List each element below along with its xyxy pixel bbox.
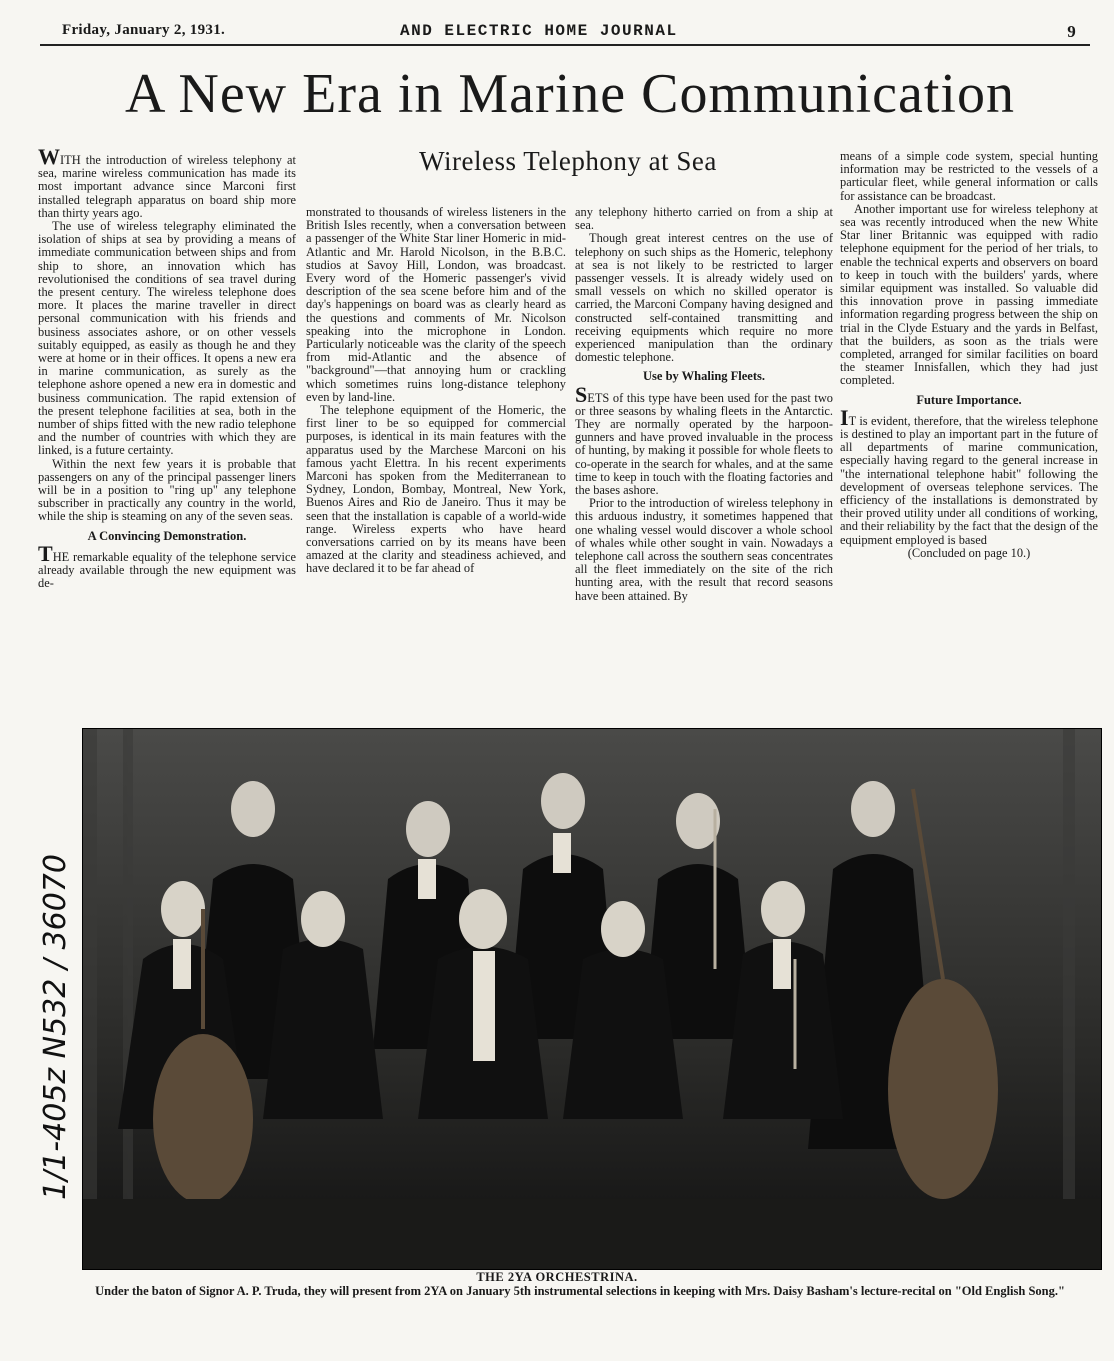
drop-cap: T [38, 540, 53, 566]
header-date: Friday, January 2, 1931. [62, 22, 226, 38]
paragraph-text: HE remarkable equality of the telephone service already available through the new equipment was de- [38, 549, 296, 591]
orchestra-photograph [82, 728, 1102, 1270]
photo-illustration [83, 729, 1101, 1269]
margin-note-text: 1/1-405z N532 / 36070 [38, 854, 73, 1200]
paragraph-text: ITH the introduction of wireless telephony at sea, marine wireless communication has made its most important advance since Marconi first installed telegraph apparatus on board ship more than thirty years ago. [38, 153, 296, 220]
article-column-4 [840, 150, 1098, 710]
drop-cap: W [38, 144, 60, 169]
paragraph [38, 144, 296, 220]
page-header [40, 18, 1090, 46]
paragraph: The use of wireless telegraphy eliminated the isolation of ships at sea by providing a means of immediate communication between ships and from ship to shore, an innovation which has revolutionised the conditions of sea travel during the present century. The wireless telephone does more. It places the marine traveller in direct personal communication with his friends and business associates ashore, or on other vessels suitably equipped, as easily as though he and they were at home or in their offices. It opens a new era in marine communication, as surely as the telephone ashore opened a new era in domestic and business communication. The rapid extension of the present telephone facilities at sea, both in the number of ships fitted with the new radio telephone and the number of countries with which they are linked, is a future certainty. [38, 219, 296, 458]
paragraph: any telephony hitherto carried on from a ship at sea. [575, 205, 833, 233]
drop-cap: I [840, 404, 849, 430]
article-column-3 [575, 206, 833, 716]
paragraph: Within the next few years it is probable that passengers on any of the principal passenger liners will be in a position to "ring up" any telephone subscriber in practically any country in the world, while the ship is steaming on any of the seven seas. [38, 456, 296, 524]
section-heading: A Convincing Demonstration. [87, 528, 247, 543]
paragraph: Another important use for wireless telephony at sea was recently introduced when the new White Star liner Britannic was equipped with radio telephone equipment for the period of her trials, to enable the technical experts and observers on board to keep in touch with the builders' yards, where similar equipment was installed. So valuable did this innovation prove in passing immediate information regarding progress between the ship on trial in the Clyde Estuary and the yards in Belfast, that the builders, as soon as the trials were completed, arranged for similar facilities on board the steamer Innisfallen, which they had just completed. [840, 201, 1098, 388]
article-column-2 [306, 206, 566, 716]
photo-caption-text: Under the baton of Signor A. P. Truda, they will present from 2YA on January 5th instrumental selections in keeping with Mrs. Daisy Basham's lecture-recital on "Old English Song." [95, 1284, 1065, 1298]
section-heading: Future Importance. [916, 392, 1022, 407]
drop-cap: S [575, 381, 588, 407]
paragraph [38, 540, 296, 591]
continued-note: (Concluded on page 10.) [907, 545, 1031, 560]
photo-caption-title: THE 2YA ORCHESTRINA. [476, 1270, 638, 1284]
paragraph: monstrated to thousands of wireless listeners in the British Isles recently, when a conversation between a passenger of the White Star liner Homeric in mid-Atlantic and Mr. Harold Nicolson, in the B.B.C. studios at Savoy Hill, London, was broadcast. Every word of the Homeric passenger's vivid description of the sea scene before him and of the day's happenings on board was as clearly heard as the questions and comments of Mr. Nicolson speaking into the microphone in London. Particularly noticeable was the clarity of the speech from mid-Atlantic and the absence of "background"—that annoying hum or crackling which sometimes ruins long-distance telephony even by land-line. [306, 205, 566, 404]
header-journal-name: AND ELECTRIC HOME JOURNAL [400, 22, 678, 40]
paragraph-text: T is evident, therefore, that the wireless telephone is destined to play an important part in the future of all departments of marine communication, especially having regard to the general increase in "the international telephone habit" following the development of overseas telephone services. The efficiency of the installations is demonstrated by their proved utility under all conditions of working, and their reliability by the fact that the design of the equipment employed is based [840, 413, 1098, 547]
paragraph [840, 404, 1098, 547]
paragraph: The telephone equipment of the Homeric, the first liner to be so equipped for commercial purposes, is identical in its main features with the apparatus used by the Marchese Marconi on his famous yacht Elettra. In his recent experiments Marconi has spoken from the Mediterranean to Sydney, London, Bombay, Montreal, New York, Buenos Aires and Rio de Janeiro. Thus it may be seen that the installation is capable of a world-wide range. Wireless experts who have heard conversations carried on by its means have been amazed at the clarity and steadiness achieved, and have declared it to be far ahead of [306, 403, 566, 576]
paragraph [575, 381, 833, 498]
paragraph-text: ETS of this type have been used for the past two or three seasons by whaling fleets in the Antarctic. They are normally operated by the harpoon-gunners and have proved invaluable in the process of hunting, by making it possible for whole fleets to co-operate in the search for whales, and at the same time to keep in touch with the floating factories and the bases ashore. [575, 390, 833, 498]
article-subtitle: Wireless Telephony at Sea [419, 146, 717, 176]
page-number: 9 [1067, 22, 1076, 41]
paragraph: Prior to the introduction of wireless telephony in this arduous industry, it sometimes happened that one whaling vessel would discover a whole school of whales while other sought in vain. Nowadays a telephone call across the southern seas concentrates all the fleet immediately on the site of the rich hunting area, with the result that record seasons have been attained. By [575, 496, 833, 603]
article-column-1 [38, 144, 296, 710]
handwritten-margin-note [30, 854, 73, 1200]
paragraph: means of a simple code system, special hunting information may be restricted to the vessels of a particular fleet, while general information or calls for assistance can be broadcast. [840, 149, 1098, 203]
section-heading: Use by Whaling Fleets. [643, 369, 765, 384]
paragraph: Though great interest centres on the use of telephony on such ships as the Homeric, telephony at sea is not likely to be restricted to larger passenger vessels. It is already widely used on small vessels on which no skilled operator is carried, the Marconi Company having designed and constructed self-contained transmitting and receiving equipments which require no more experienced manipulation than the ordinary domestic telephone. [575, 231, 833, 365]
article-title: A New Era in Marine Communication [125, 63, 1015, 125]
